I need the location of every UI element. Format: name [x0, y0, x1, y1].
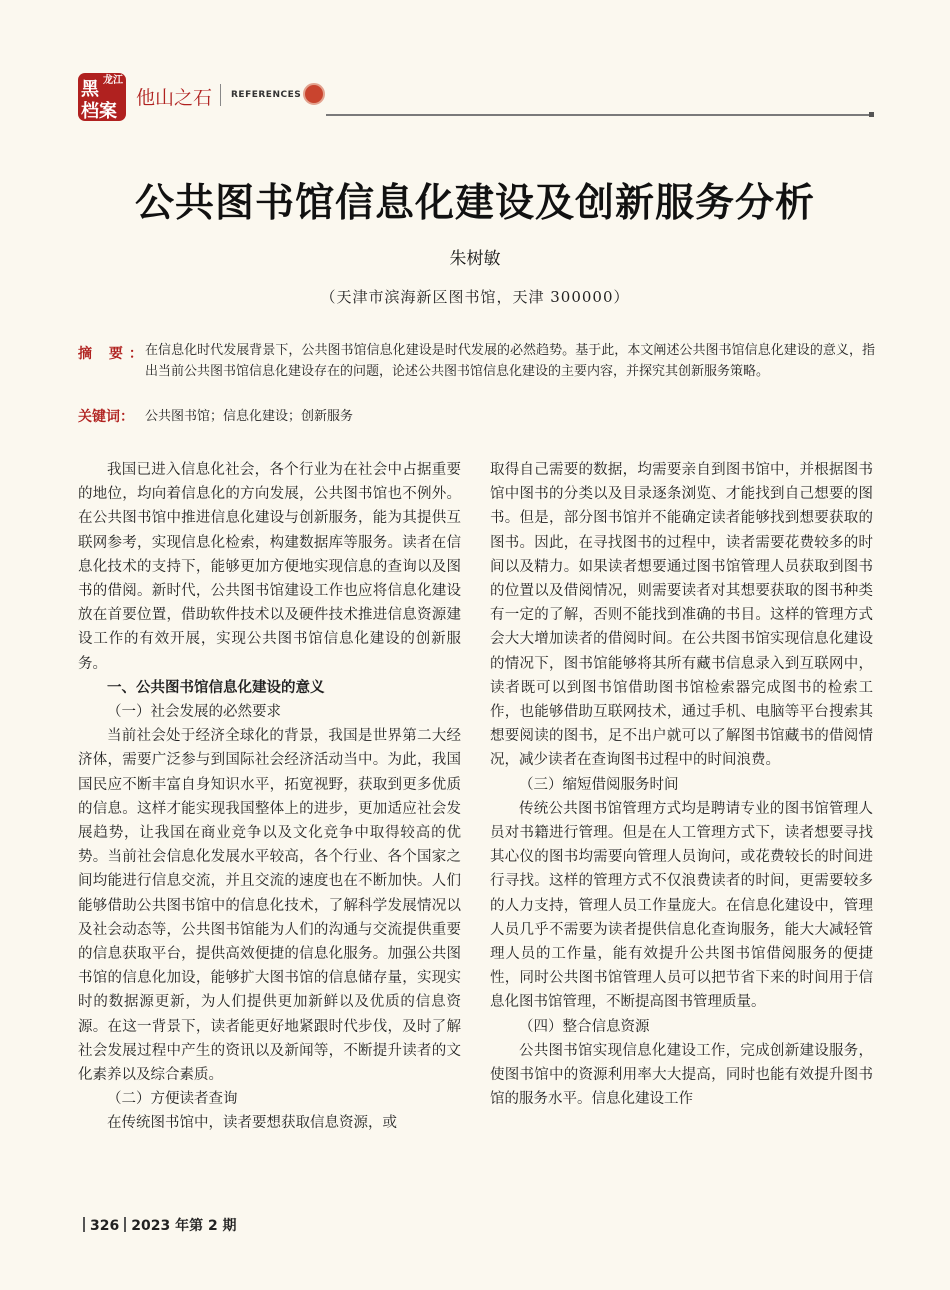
header-rule-end [869, 112, 874, 117]
section-name: 他山之石 [136, 87, 213, 109]
paragraph: 在传统图书馆中，读者要想获取信息资源，或 [107, 1115, 397, 1132]
journal-logo [78, 73, 126, 121]
paragraph: 当前社会处于经济全球化的背景，我国是世界第二大经济体，需要广泛参与到国际社会经济活动当中。为此，我国国民应不断丰富自身知识水平，拓宽视野，获取到更多优质的信息。这样才能实现我国整体上的进步，更加适应社会发展趋势，让我国在商业竞争以及文化竞争中取得较高的优势。当前社会信息化发展水平较高，各个行业、各个国家之间均能进行信息交流，并且交流的速度也在不断加快。人们能够借助公共图书馆中的信息化技术，了解科学发展情况以及社会动态等，公共图书馆能为人们的沟通与交流提供重要的信息获取平台，提供高效便捷的信息化服务。加强公共图书馆的信息化加设，能够扩大图书馆的信息储存量，实现实时的数据源更新，为人们提供更加新鲜以及优质的信息资源。在这一背景下，读者能更好地紧跟时代步伐，及时了解社会发展过程中产生的资讯以及新闻等，不断提升读者的文化素养以及综合素质。 [78, 728, 461, 1084]
paragraph: 公共图书馆实现信息化建设工作，完成创新建设服务，使图书馆中的资源利用率大大提高，同时也能有效提升图书馆的服务水平。信息化建设工作 [490, 1042, 873, 1108]
subsection-heading: （四）整合信息资源 [519, 1018, 650, 1035]
abstract-text: 在信息化时代发展背景下，公共图书馆信息化建设是时代发展的必然趋势。基于此，本文阐述公共图书馆信息化建设的意义，指出当前公共图书馆信息化建设存在的问题，论述公共图书馆信息化建设的主要内容，并探究其创新服务策略。 [145, 343, 875, 379]
article-affiliation: （天津市滨海新区图书馆，天津 300000） [320, 288, 630, 306]
article-title: 公共图书馆信息化建设及创新服务分析 [134, 180, 815, 226]
paragraph: 取得自己需要的数据，均需要亲自到图书馆中，并根据图书馆中图书的分类以及目录逐条浏览、才能找到自己想要的图书。但是，部分图书馆并不能确定读者能够找到想要获取的图书。因此，在寻找图书的过程中，读者需要花费较多的时间以及精力。如果读者想要通过图书馆管理人员获取到图书的位置以及借阅情况，则需要读者对其想要获取的图书种类有一定的了解，否则不能找到准确的书目。这样的管理方式会大大增加读者的借阅时间。在公共图书馆实现信息化建设的情况下，图书馆能够将其所有藏书信息录入到互联网中，读者既可以到图书馆借助图书馆检索器完成图书的检索工作，也能够借助互联网技术，通过手机、电脑等平台搜索其想要阅读的图书，足不出户就可以了解图书馆藏书的借阅情况，减少读者在查询图书过程中的时间浪费。 [490, 462, 873, 769]
header-separator [220, 84, 221, 106]
keywords-label: 关键词： [78, 409, 134, 425]
footer-bar [124, 1217, 126, 1232]
page-number: 326 [90, 1218, 120, 1234]
logo-char-2: 龙江 [103, 75, 123, 86]
issue-label: 2023 年第 2 期 [131, 1218, 237, 1234]
header-rule [326, 114, 871, 116]
subsection-heading: （一）社会发展的必然要求 [107, 704, 281, 721]
logo-char-3: 档案 [81, 101, 117, 122]
keywords-text: 公共图书馆；信息化建设；创新服务 [145, 409, 354, 424]
emblem-icon [303, 83, 325, 105]
section-heading: 一、公共图书馆信息化建设的意义 [107, 679, 325, 696]
paragraph: 传统公共图书馆管理方式均是聘请专业的图书馆管理人员对书籍进行管理。但是在人工管理方式下，读者想要寻找其心仪的图书均需要向管理人员询问，或花费较长的时间进行寻找。这样的管理方式不仅浪费读者的时间，更需要较多的人力支持，管理人员工作量庞大。在信息化建设中，管理人员几乎不需要为读者提供信息化查询服务，能大大减轻管理人员的工作量，能有效提升公共图书馆借阅服务的便捷性，同时公共图书馆管理人员可以把节省下来的时间用于信息化图书馆管理，不断提高图书管理质量。 [490, 800, 873, 1011]
section-name-en: REFERENCES [231, 90, 302, 100]
logo-char-1: 黑 [81, 79, 99, 100]
abstract-label: 摘 要： [78, 346, 149, 362]
subsection-heading: （三）缩短借阅服务时间 [519, 776, 679, 793]
page-footer [78, 1215, 237, 1235]
subsection-heading: （二）方便读者查询 [107, 1091, 238, 1108]
page-header [78, 73, 873, 121]
article-author: 朱树敏 [449, 249, 501, 269]
paragraph: 我国已进入信息化社会，各个行业为在社会中占据重要的地位，均向着信息化的方向发展，公共图书馆也不例外。在公共图书馆中推进信息化建设与创新服务，能为其提供互联网参考，实现信息化检索，构建数据库等服务。读者在信息化技术的支持下，能够更加方便地实现信息的查询以及图书的借阅。新时代，公共图书馆建设工作也应将信息化建设放在首要位置，借助软件技术以及硬件技术推进信息资源建设工作的有效开展，实现公共图书馆信息化建设的创新服务。 [78, 462, 461, 672]
footer-bar [83, 1217, 85, 1232]
body-column-left [78, 458, 461, 1136]
body-column-right [490, 458, 873, 1111]
